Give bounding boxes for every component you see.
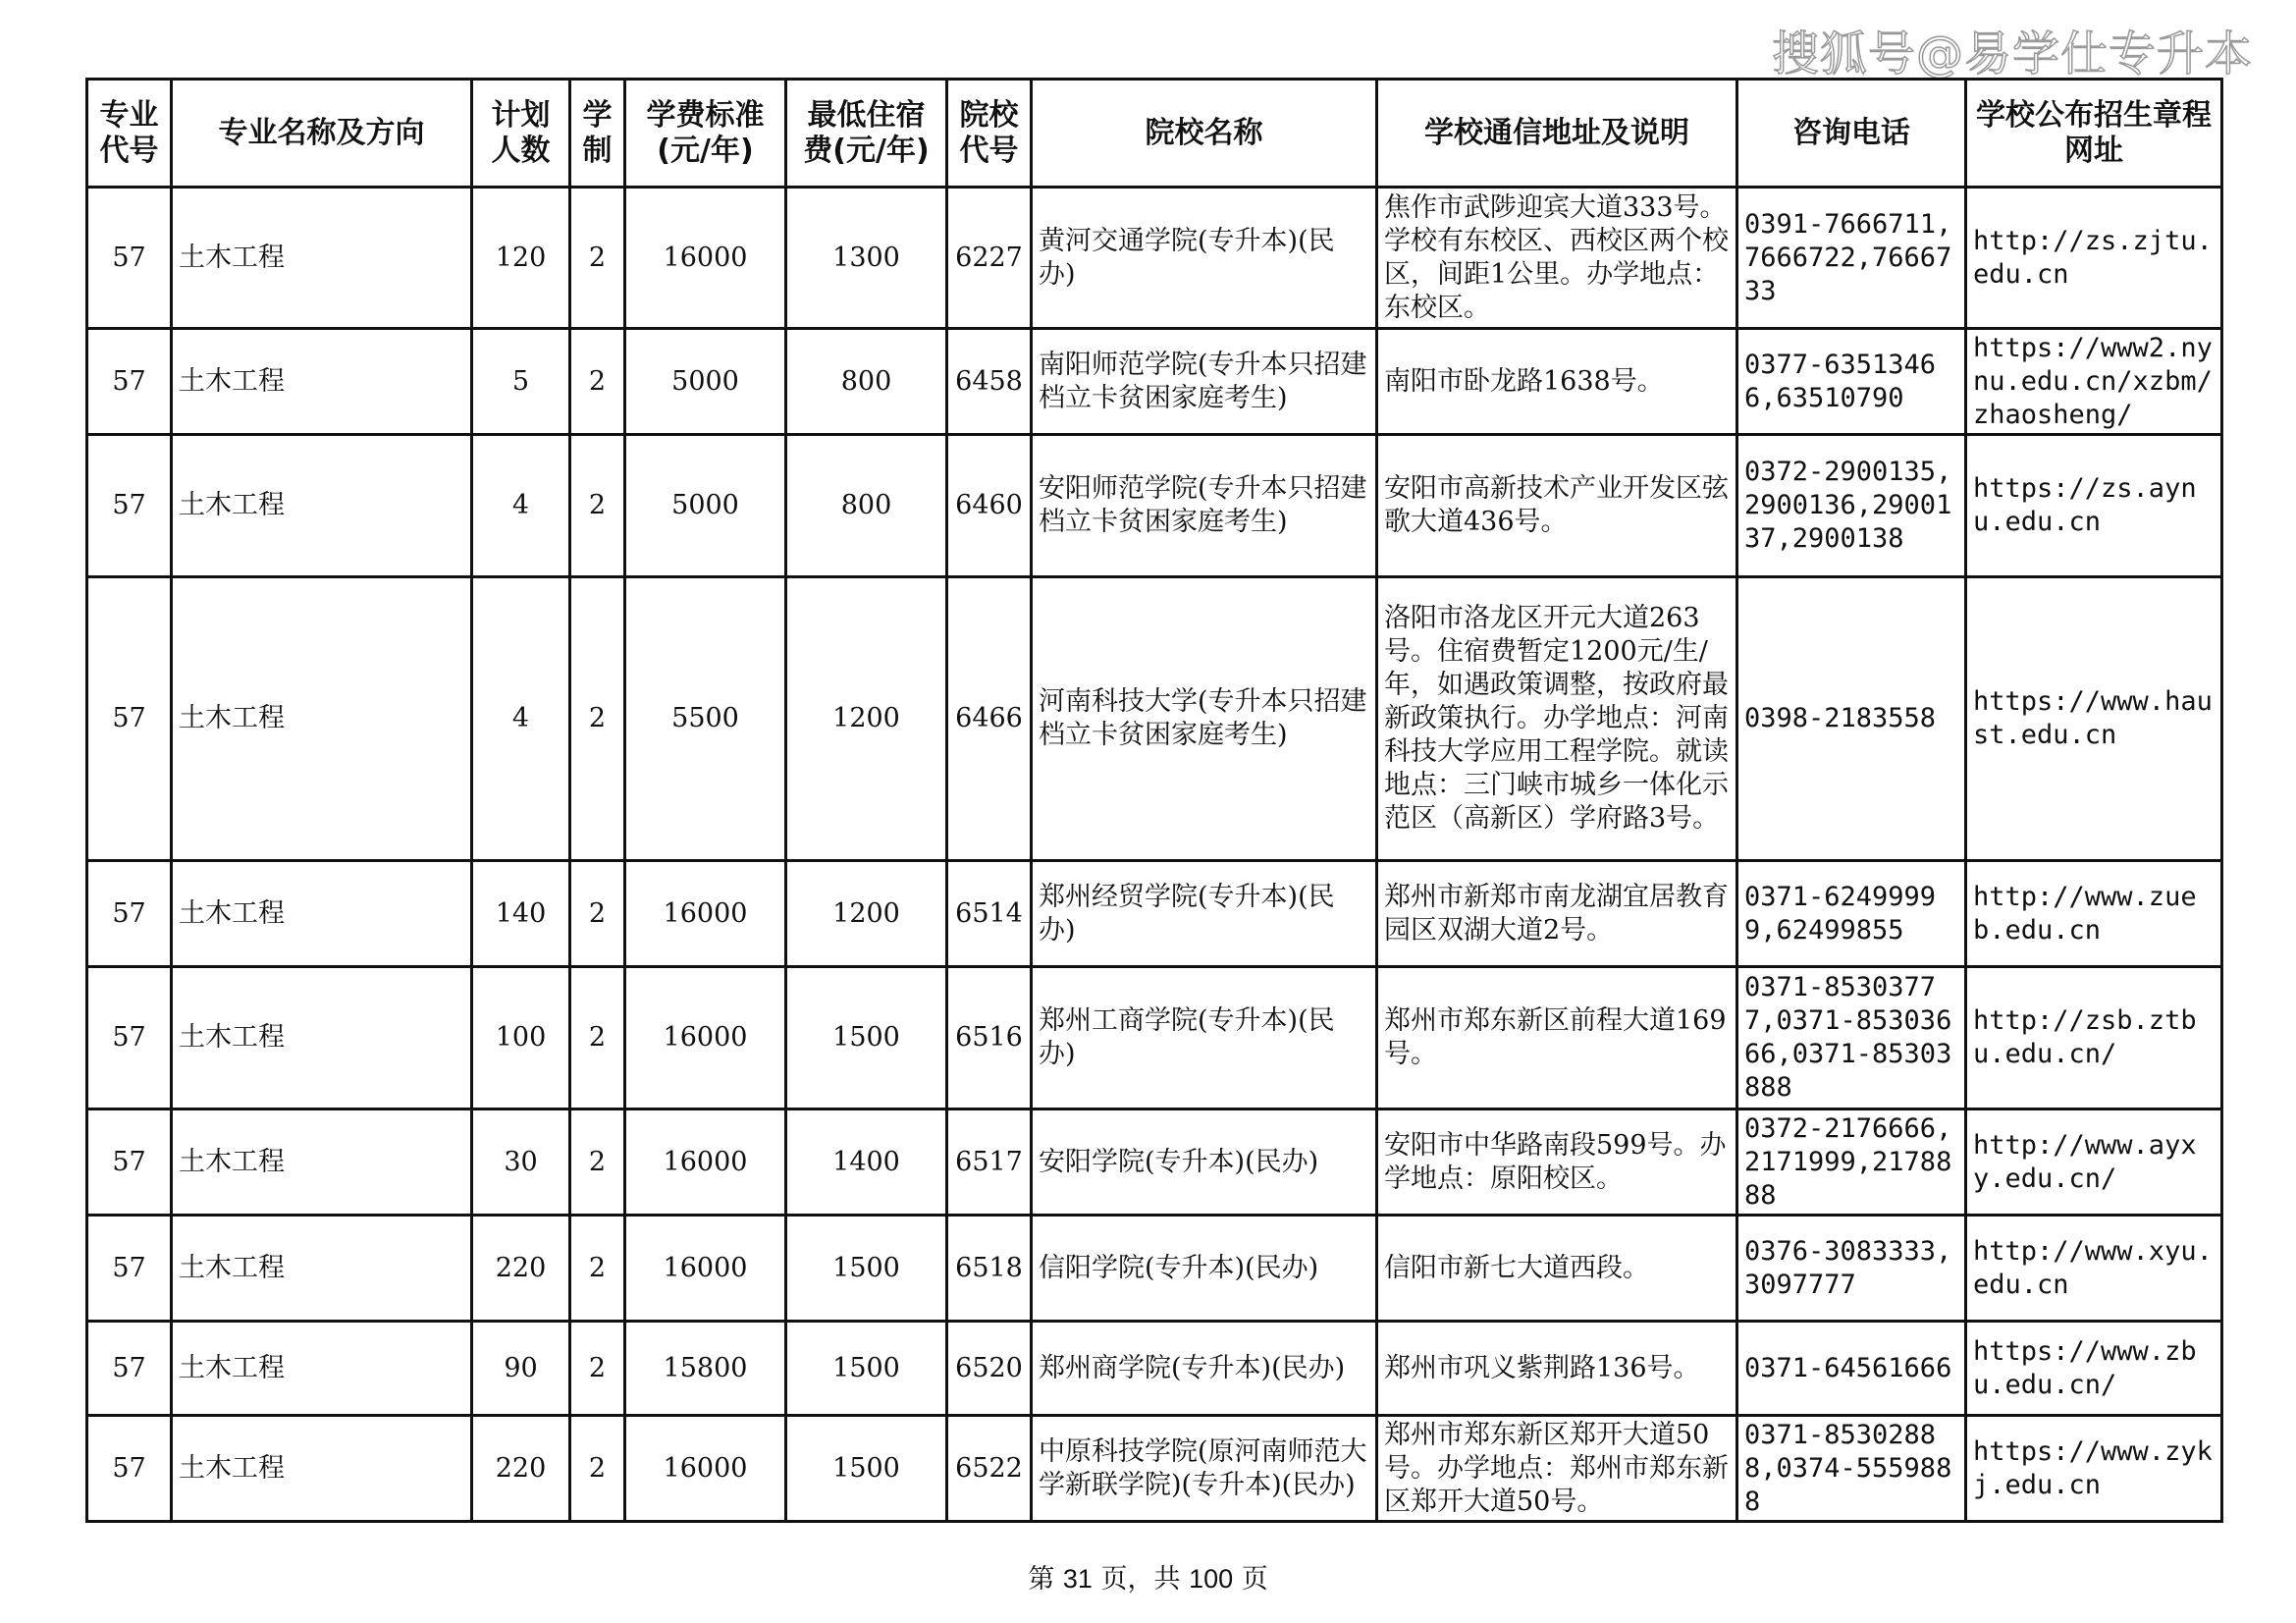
cell-school-name: 黄河交通学院(专升本)(民办) bbox=[1032, 188, 1377, 329]
cell-fee: 16000 bbox=[625, 1216, 786, 1322]
cell-url[interactable]: http://www.zueb.edu.cn bbox=[1966, 861, 2222, 967]
cell-address: 焦作市武陟迎宾大道333号。学校有东校区、西校区两个校区，间距1公里。办学地点：东校区。 bbox=[1377, 188, 1737, 329]
cell-school-name: 河南科技大学(专升本只招建档立卡贫困家庭考生) bbox=[1032, 577, 1377, 861]
watermark: 搜狐号@易学仕专升本 bbox=[1771, 27, 2253, 81]
cell-years: 2 bbox=[570, 577, 625, 861]
table-row bbox=[87, 967, 2222, 1109]
header-code: 专业代号 bbox=[87, 80, 172, 188]
cell-code: 57 bbox=[87, 435, 172, 577]
cell-lodging: 1200 bbox=[786, 861, 947, 967]
cell-plan: 140 bbox=[472, 861, 570, 967]
cell-years: 2 bbox=[570, 329, 625, 435]
cell-fee: 16000 bbox=[625, 861, 786, 967]
cell-school-name: 安阳学院(专升本)(民办) bbox=[1032, 1109, 1377, 1216]
cell-code: 57 bbox=[87, 1216, 172, 1322]
cell-url[interactable]: https://www.haust.edu.cn bbox=[1966, 577, 2222, 861]
cell-years: 2 bbox=[570, 861, 625, 967]
table-row bbox=[87, 1322, 2222, 1416]
cell-fee: 16000 bbox=[625, 967, 786, 1109]
cell-years: 2 bbox=[570, 1109, 625, 1216]
cell-lodging: 1500 bbox=[786, 1216, 947, 1322]
cell-code: 57 bbox=[87, 1322, 172, 1416]
table-row bbox=[87, 1416, 2222, 1522]
cell-address: 安阳市高新技术产业开发区弦歌大道436号。 bbox=[1377, 435, 1737, 577]
cell-plan: 30 bbox=[472, 1109, 570, 1216]
cell-url[interactable]: http://www.ayxy.edu.cn/ bbox=[1966, 1109, 2222, 1216]
cell-name: 土木工程 bbox=[172, 1416, 472, 1522]
cell-school-code: 6520 bbox=[947, 1322, 1032, 1416]
cell-name: 土木工程 bbox=[172, 329, 472, 435]
cell-years: 2 bbox=[570, 435, 625, 577]
cell-school-name: 信阳学院(专升本)(民办) bbox=[1032, 1216, 1377, 1322]
cell-school-code: 6460 bbox=[947, 435, 1032, 577]
cell-fee: 5000 bbox=[625, 435, 786, 577]
cell-name: 土木工程 bbox=[172, 577, 472, 861]
cell-code: 57 bbox=[87, 1416, 172, 1522]
cell-url[interactable]: http://zs.zjtu.edu.cn bbox=[1966, 188, 2222, 329]
cell-school-code: 6466 bbox=[947, 577, 1032, 861]
cell-school-name: 郑州商学院(专升本)(民办) bbox=[1032, 1322, 1377, 1416]
header-years: 学制 bbox=[570, 80, 625, 188]
table-row bbox=[87, 329, 2222, 435]
cell-phone: 0371-64561666 bbox=[1737, 1322, 1966, 1416]
cell-plan: 220 bbox=[472, 1216, 570, 1322]
cell-lodging: 1400 bbox=[786, 1109, 947, 1216]
cell-code: 57 bbox=[87, 1109, 172, 1216]
cell-years: 2 bbox=[570, 1416, 625, 1522]
cell-plan: 4 bbox=[472, 435, 570, 577]
footer-total-pages: 100 bbox=[1189, 1564, 1234, 1594]
table-row bbox=[87, 1216, 2222, 1322]
cell-school-code: 6517 bbox=[947, 1109, 1032, 1216]
cell-fee: 16000 bbox=[625, 1109, 786, 1216]
cell-years: 2 bbox=[570, 967, 625, 1109]
cell-phone: 0372-2900135,2900136,2900137,2900138 bbox=[1737, 435, 1966, 577]
header-url: 学校公布招生章程网址 bbox=[1966, 80, 2222, 188]
cell-address: 郑州市郑东新区郑开大道50号。办学地点：郑州市郑东新区郑开大道50号。 bbox=[1377, 1416, 1737, 1522]
cell-name: 土木工程 bbox=[172, 1109, 472, 1216]
table-row bbox=[87, 861, 2222, 967]
cell-name: 土木工程 bbox=[172, 1322, 472, 1416]
cell-fee: 16000 bbox=[625, 1416, 786, 1522]
table-row bbox=[87, 188, 2222, 329]
cell-url[interactable]: https://www.zykj.edu.cn bbox=[1966, 1416, 2222, 1522]
table-row bbox=[87, 577, 2222, 861]
cell-lodging: 800 bbox=[786, 435, 947, 577]
cell-years: 2 bbox=[570, 188, 625, 329]
cell-school-name: 安阳师范学院(专升本只招建档立卡贫困家庭考生) bbox=[1032, 435, 1377, 577]
cell-phone: 0377-63513466,63510790 bbox=[1737, 329, 1966, 435]
cell-school-name: 南阳师范学院(专升本只招建档立卡贫困家庭考生) bbox=[1032, 329, 1377, 435]
cell-lodging: 1500 bbox=[786, 1322, 947, 1416]
header-address: 学校通信地址及说明 bbox=[1377, 80, 1737, 188]
enrollment-table bbox=[85, 78, 2223, 1523]
header-fee: 学费标准(元/年) bbox=[625, 80, 786, 188]
cell-lodging: 1500 bbox=[786, 967, 947, 1109]
cell-code: 57 bbox=[87, 188, 172, 329]
cell-address: 南阳市卧龙路1638号。 bbox=[1377, 329, 1737, 435]
cell-phone: 0371-62499999,62499855 bbox=[1737, 861, 1966, 967]
footer-page-number: 31 bbox=[1062, 1564, 1093, 1594]
cell-phone: 0391-7666711,7666722,7666733 bbox=[1737, 188, 1966, 329]
cell-name: 土木工程 bbox=[172, 861, 472, 967]
cell-school-code: 6522 bbox=[947, 1416, 1032, 1522]
cell-school-code: 6518 bbox=[947, 1216, 1032, 1322]
cell-lodging: 1200 bbox=[786, 577, 947, 861]
cell-url[interactable]: https://www.zbu.edu.cn/ bbox=[1966, 1322, 2222, 1416]
cell-years: 2 bbox=[570, 1322, 625, 1416]
cell-school-name: 郑州经贸学院(专升本)(民办) bbox=[1032, 861, 1377, 967]
cell-name: 土木工程 bbox=[172, 1216, 472, 1322]
cell-fee: 15800 bbox=[625, 1322, 786, 1416]
header-lodging: 最低住宿费(元/年) bbox=[786, 80, 947, 188]
cell-address: 郑州市巩义紫荆路136号。 bbox=[1377, 1322, 1737, 1416]
cell-code: 57 bbox=[87, 861, 172, 967]
cell-url[interactable]: http://www.xyu.edu.cn bbox=[1966, 1216, 2222, 1322]
cell-address: 郑州市新郑市南龙湖宜居教育园区双湖大道2号。 bbox=[1377, 861, 1737, 967]
cell-phone: 0371-85303777,0371-85303666,0371-85303888 bbox=[1737, 967, 1966, 1109]
table-header-row bbox=[87, 80, 2222, 188]
cell-address: 信阳市新七大道西段。 bbox=[1377, 1216, 1737, 1322]
cell-lodging: 800 bbox=[786, 329, 947, 435]
footer-suffix: 页 bbox=[1241, 1564, 1268, 1595]
header-plan: 计划人数 bbox=[472, 80, 570, 188]
cell-lodging: 1300 bbox=[786, 188, 947, 329]
cell-name: 土木工程 bbox=[172, 435, 472, 577]
cell-fee: 16000 bbox=[625, 188, 786, 329]
footer-middle: 页，共 bbox=[1100, 1564, 1181, 1595]
page-footer bbox=[0, 1557, 2296, 1596]
cell-address: 洛阳市洛龙区开元大道263号。住宿费暂定1200元/生/年，如遇政策调整，按政府最新政策执行。办学地点：河南科技大学应用工程学院。就读地点：三门峡市城乡一体化示范区（高新区）学府路3号。 bbox=[1377, 577, 1737, 861]
cell-phone: 0376-3083333,3097777 bbox=[1737, 1216, 1966, 1322]
cell-name: 土木工程 bbox=[172, 967, 472, 1109]
cell-lodging: 1500 bbox=[786, 1416, 947, 1522]
cell-url[interactable]: http://zsb.ztbu.edu.cn/ bbox=[1966, 967, 2222, 1109]
cell-plan: 4 bbox=[472, 577, 570, 861]
cell-name: 土木工程 bbox=[172, 188, 472, 329]
cell-phone: 0398-2183558 bbox=[1737, 577, 1966, 861]
cell-code: 57 bbox=[87, 329, 172, 435]
cell-phone: 0371-85302888,0374-5559888 bbox=[1737, 1416, 1966, 1522]
cell-url[interactable]: https://www2.nynu.edu.cn/xzbm/zhaosheng/ bbox=[1966, 329, 2222, 435]
cell-url[interactable]: https://zs.aynu.edu.cn bbox=[1966, 435, 2222, 577]
table-row bbox=[87, 1109, 2222, 1216]
cell-address: 安阳市中华路南段599号。办学地点：原阳校区。 bbox=[1377, 1109, 1737, 1216]
footer-prefix: 第 bbox=[1028, 1564, 1055, 1595]
cell-plan: 120 bbox=[472, 188, 570, 329]
cell-plan: 100 bbox=[472, 967, 570, 1109]
cell-school-code: 6227 bbox=[947, 188, 1032, 329]
header-name: 专业名称及方向 bbox=[172, 80, 472, 188]
cell-fee: 5500 bbox=[625, 577, 786, 861]
cell-address: 郑州市郑东新区前程大道169号。 bbox=[1377, 967, 1737, 1109]
cell-school-code: 6516 bbox=[947, 967, 1032, 1109]
cell-code: 57 bbox=[87, 967, 172, 1109]
cell-plan: 220 bbox=[472, 1416, 570, 1522]
cell-plan: 90 bbox=[472, 1322, 570, 1416]
cell-school-code: 6458 bbox=[947, 329, 1032, 435]
cell-fee: 5000 bbox=[625, 329, 786, 435]
cell-code: 57 bbox=[87, 577, 172, 861]
header-school-code: 院校代号 bbox=[947, 80, 1032, 188]
cell-plan: 5 bbox=[472, 329, 570, 435]
header-phone: 咨询电话 bbox=[1737, 80, 1966, 188]
cell-phone: 0372-2176666,2171999,2178888 bbox=[1737, 1109, 1966, 1216]
cell-school-name: 中原科技学院(原河南师范大学新联学院)(专升本)(民办) bbox=[1032, 1416, 1377, 1522]
header-school-name: 院校名称 bbox=[1032, 80, 1377, 188]
table-row bbox=[87, 435, 2222, 577]
cell-years: 2 bbox=[570, 1216, 625, 1322]
cell-school-name: 郑州工商学院(专升本)(民办) bbox=[1032, 967, 1377, 1109]
cell-school-code: 6514 bbox=[947, 861, 1032, 967]
